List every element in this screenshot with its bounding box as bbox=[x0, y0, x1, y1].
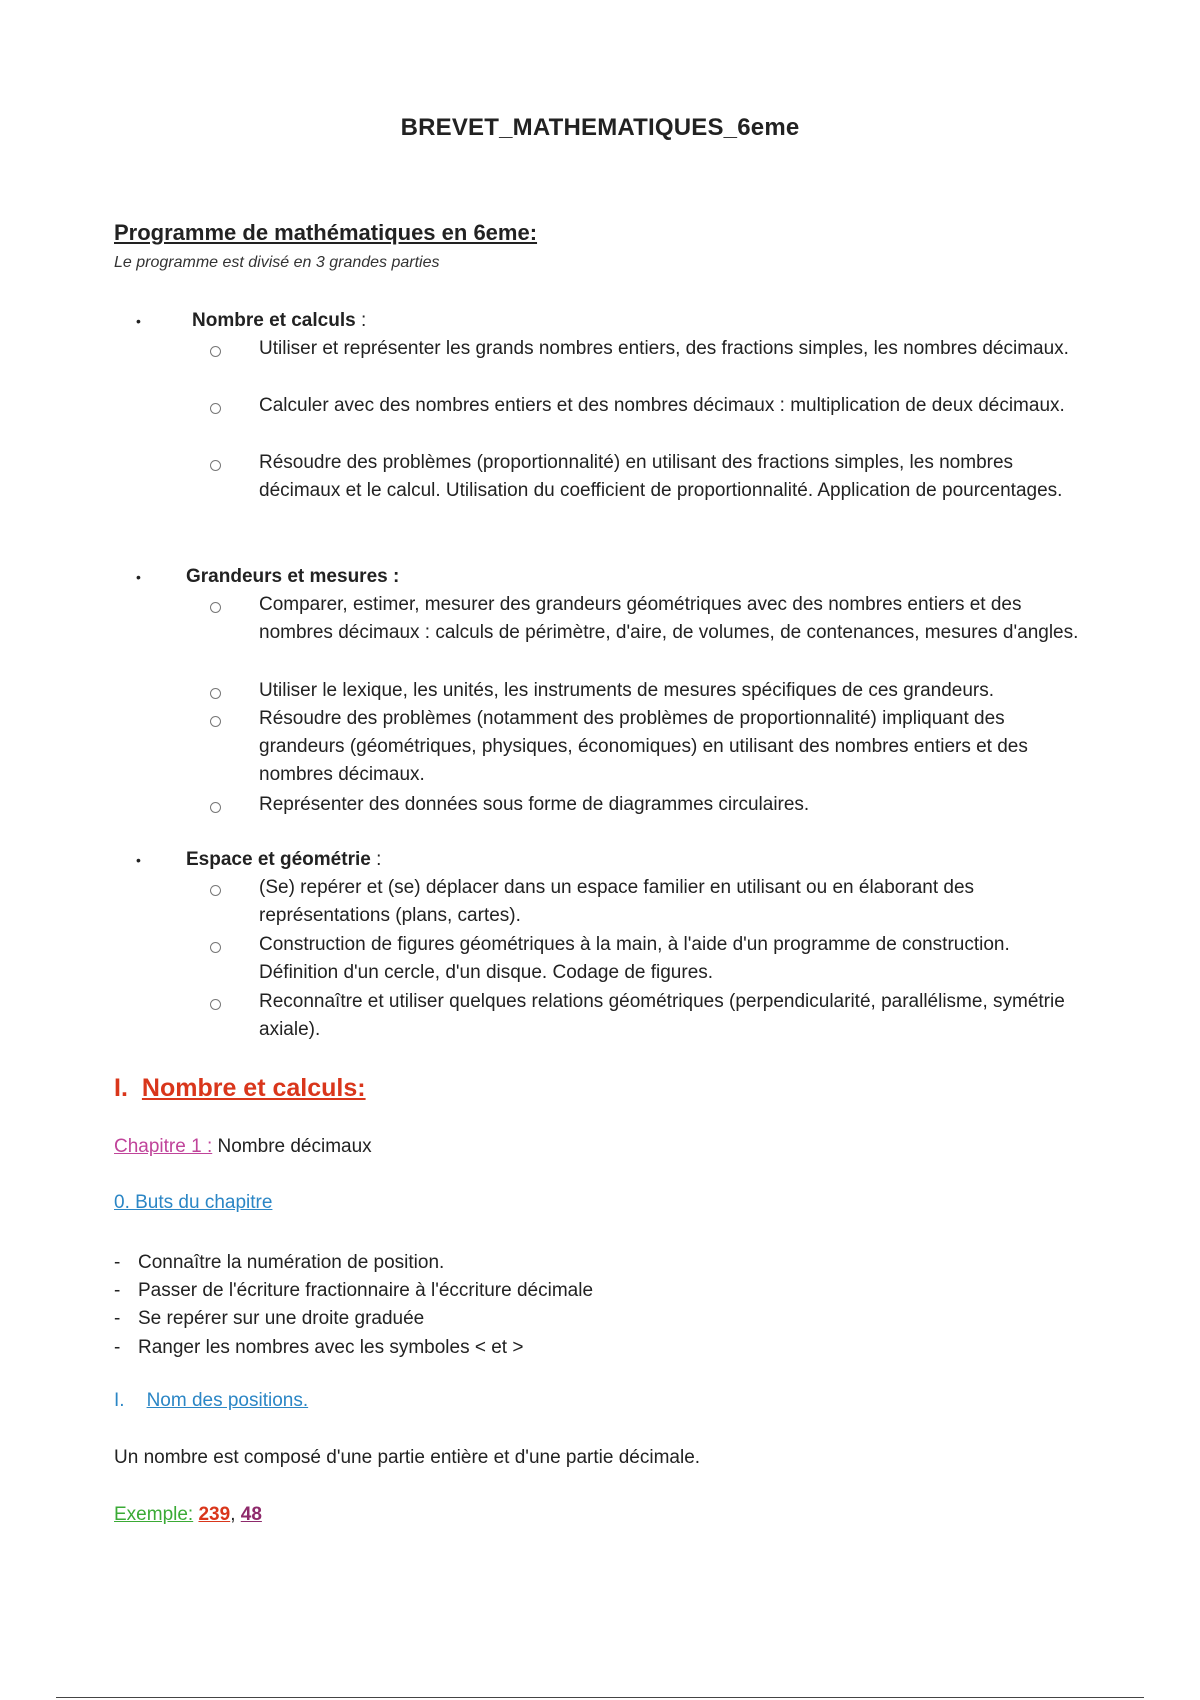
chapter-line bbox=[114, 1136, 372, 1158]
part-title: Nombre et calculs: bbox=[141, 1074, 366, 1102]
section-title-text: Nombre et calculs bbox=[192, 310, 356, 331]
dash-marker: - bbox=[114, 1280, 121, 1302]
circle-bullet-icon bbox=[210, 716, 221, 727]
list-item-text: Construction de figures géométriques à la main, à l'aide d'un programme de construction. Définition d'un cercle, d'un disque. Codage de figures. bbox=[259, 934, 1010, 984]
programme-subtitle: Le programme est divisé en 3 grandes parties bbox=[114, 254, 440, 271]
part-number: I. bbox=[114, 1074, 128, 1102]
part-heading bbox=[114, 1074, 366, 1103]
dash-marker: - bbox=[114, 1252, 121, 1273]
bullet-marker: • bbox=[136, 852, 141, 868]
section-title-suffix: : bbox=[370, 849, 382, 870]
list-item-text: Résoudre des problèmes (notamment des problèmes de proportionnalité) impliquant des grandeurs (géométriques, physiques, économiques) en utilisant des nombres entiers et des nombres décimaux. bbox=[259, 708, 1028, 786]
list-item-text: Comparer, estimer, mesurer des grandeurs géométriques avec des nombres entiers et des nombres décimaux : calculs de périmètre, d'aire, de volumes, de contenances, mesures d'angles. bbox=[259, 594, 1079, 644]
list-item-text: Passer de l'écriture fractionnaire à l'éccriture décimale bbox=[138, 1280, 594, 1302]
list-item-text: Ranger les nombres avec les symboles < et > bbox=[138, 1336, 524, 1358]
circle-bullet-icon bbox=[210, 688, 221, 699]
list-item-text: Reconnaître et utiliser quelques relations géométriques (perpendicularité, parallélisme, symétrie axiale). bbox=[259, 991, 1065, 1041]
page-divider bbox=[56, 1697, 1144, 1698]
list-item-text: (Se) repérer et (se) déplacer dans un espace familier en utilisant ou en élaborant des représentations (plans, cartes). bbox=[259, 877, 975, 927]
section-title-text: Espace et géométrie bbox=[186, 849, 371, 870]
list-item-text: Résoudre des problèmes (proportionnalité) en utilisant des fractions simples, les nombres décimaux et le calcul. Utilisation du coefficient de proportionnalité. Application de pourcentages. bbox=[259, 452, 1063, 502]
paragraph: Un nombre est composé d'une partie entière et d'une partie décimale. bbox=[114, 1447, 701, 1468]
example-comma: , bbox=[230, 1504, 236, 1525]
circle-bullet-icon bbox=[210, 602, 221, 613]
circle-bullet-icon bbox=[210, 999, 221, 1010]
circle-bullet-icon bbox=[210, 942, 221, 953]
section-title bbox=[192, 307, 366, 335]
goals-heading: 0. Buts du chapitre bbox=[114, 1192, 273, 1213]
dash-marker: - bbox=[114, 1308, 121, 1330]
chapter-label: Chapitre 1 : bbox=[114, 1136, 213, 1157]
chapter-title: Nombre décimaux bbox=[212, 1136, 372, 1157]
circle-bullet-icon bbox=[210, 802, 221, 813]
circle-bullet-icon bbox=[210, 885, 221, 896]
dash-marker: - bbox=[114, 1336, 121, 1358]
list-item-text: Se repérer sur une droite graduée bbox=[138, 1308, 425, 1330]
subsection-title: Nom des positions. bbox=[146, 1390, 309, 1411]
section-title bbox=[186, 846, 381, 874]
circle-bullet-icon bbox=[210, 460, 221, 471]
list-item-text: Représenter des données sous forme de diagrammes circulaires. bbox=[259, 794, 810, 815]
circle-bullet-icon bbox=[210, 403, 221, 414]
list-item-text: Utiliser le lexique, les unités, les instruments de mesures spécifiques de ces grandeurs. bbox=[259, 680, 995, 701]
subsection-heading bbox=[114, 1390, 308, 1412]
bullet-marker: • bbox=[136, 569, 141, 585]
subsection-number: I. bbox=[114, 1390, 125, 1411]
bullet-marker: • bbox=[136, 313, 141, 329]
example-line bbox=[114, 1504, 262, 1526]
section-title bbox=[186, 563, 399, 591]
list-item-text: Calculer avec des nombres entiers et des nombres décimaux : multiplication de deux décimaux. bbox=[259, 395, 1065, 416]
section-title-suffix: : bbox=[355, 310, 367, 331]
example-integer-part: 239 bbox=[198, 1504, 231, 1525]
programme-heading: Programme de mathématiques en 6eme: bbox=[114, 220, 538, 245]
list-item-text: Utiliser et représenter les grands nombres entiers, des fractions simples, les nombres décimaux. bbox=[259, 338, 1069, 359]
document-title: BREVET_MATHEMATIQUES_6eme bbox=[400, 114, 800, 141]
example-label: Exemple: bbox=[114, 1504, 194, 1525]
list-item-text: Connaître la numération de position. bbox=[138, 1252, 445, 1273]
example-decimal-part: 48 bbox=[240, 1504, 262, 1525]
circle-bullet-icon bbox=[210, 346, 221, 357]
section-title-text: Grandeurs et mesures : bbox=[186, 566, 400, 587]
